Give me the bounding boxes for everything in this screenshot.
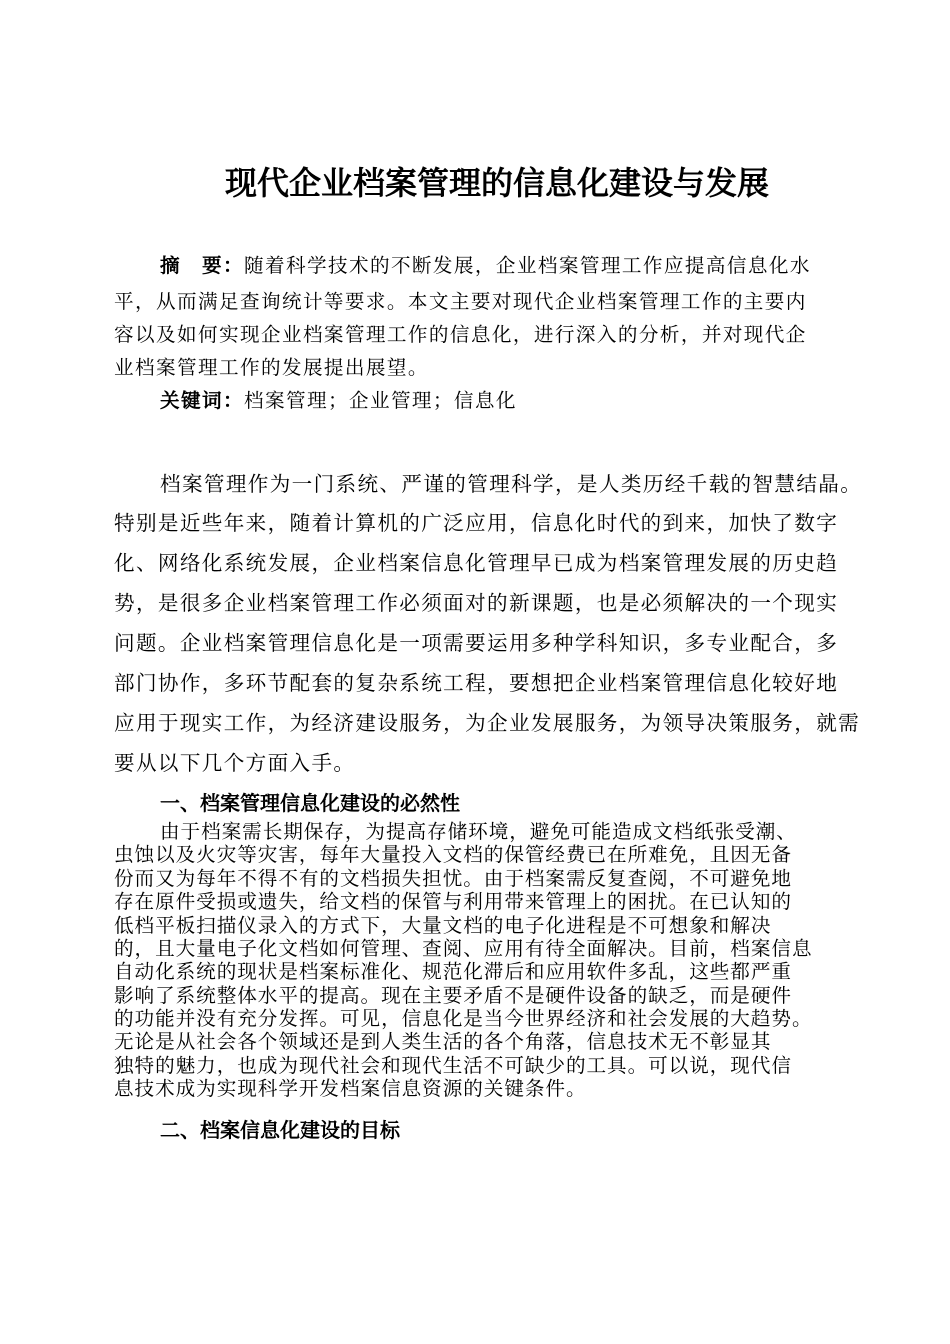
keywords-text: 档案管理；企业管理；信息化 (243, 389, 517, 412)
intro-line: 要从以下几个方面入手。 (114, 751, 356, 775)
section1-line: 存在原件受损或遗失，给文档的保管与利用带来管理上的困扰。在已认知的 (114, 890, 792, 913)
keywords-label: 关键词： (160, 389, 244, 412)
section1-line: 虫蚀以及火灾等灾害，每年大量投入文档的保管经费已在所难免，且因无备 (114, 843, 792, 866)
section1-line: 自动化系统的现状是档案标准化、规范化滞后和应用软件多乱，这些都严重 (114, 960, 792, 983)
section-heading: 一、档案管理信息化建设的必然性 (160, 791, 460, 815)
abstract-line: 容以及如何实现企业档案管理工作的信息化，进行深入的分析，并对现代企 (114, 323, 807, 346)
abstract-line: 平，从而满足查询统计等要求。本文主要对现代企业档案管理工作的主要内 (114, 290, 807, 313)
intro-line: 档案管理作为一门系统、严谨的管理科学，是人类历经千载的智慧结晶。 (160, 472, 863, 496)
section1-line: 无论是从社会各个领域还是到人类生活的各个角落，信息技术无不彰显其 (114, 1030, 772, 1053)
intro-line: 势，是很多企业档案管理工作必须面对的新课题，也是必须解决的一个现实 (114, 591, 839, 615)
section1-line: 由于档案需长期保存，为提高存储环境，避免可能造成文档纸张受潮、 (160, 820, 797, 843)
abstract-label: 摘 要： (160, 254, 244, 277)
section1-line: 份而又为每年不得不有的文档损失担忧。由于档案需反复查阅，不可避免地 (114, 867, 792, 890)
section1-line: 的，且大量电子化文档如何管理、查阅、应用有待全面解决。目前，档案信息 (114, 937, 813, 960)
abstract-text: 随着科学技术的不断发展，企业档案管理工作应提高信息化水 (243, 254, 811, 277)
section1-line: 影响了系统整体水平的提高。现在主要矛盾不是硬件设备的缺乏，而是硬件 (114, 984, 792, 1007)
section1-line: 低档平板扫描仪录入的方式下，大量文档的电子化进程是不可想象和解决 (114, 914, 772, 937)
document-title: 现代企业档案管理的信息化建设与发展 (225, 164, 770, 202)
abstract-line: 业档案管理工作的发展提出展望。 (114, 356, 429, 379)
keywords-line (160, 384, 517, 413)
intro-line: 部门协作，多环节配套的复杂系统工程，要想把企业档案管理信息化较好地 (114, 671, 839, 695)
section1-line: 息技术成为实现科学开发档案信息资源的关键条件。 (114, 1077, 587, 1100)
intro-line: 化、网络化系统发展，企业档案信息化管理早已成为档案管理发展的历史趋 (114, 551, 839, 575)
section-heading: 二、档案信息化建设的目标 (160, 1118, 400, 1142)
abstract-line (160, 249, 811, 278)
intro-line: 特别是近些年来，随着计算机的广泛应用，信息化时代的到来，加快了数字 (114, 511, 839, 535)
intro-line: 问题。企业档案管理信息化是一项需要运用多种学科知识，多专业配合，多 (114, 631, 839, 655)
section1-line: 独特的魅力，也成为现代社会和现代生活不可缺少的工具。可以说，现代信 (114, 1054, 792, 1077)
intro-line: 应用于现实工作，为经济建设服务，为企业发展服务，为领导决策服务，就需 (114, 711, 861, 735)
section1-line: 的功能并没有充分发挥。可见，信息化是当今世界经济和社会发展的大趋势。 (114, 1007, 813, 1030)
